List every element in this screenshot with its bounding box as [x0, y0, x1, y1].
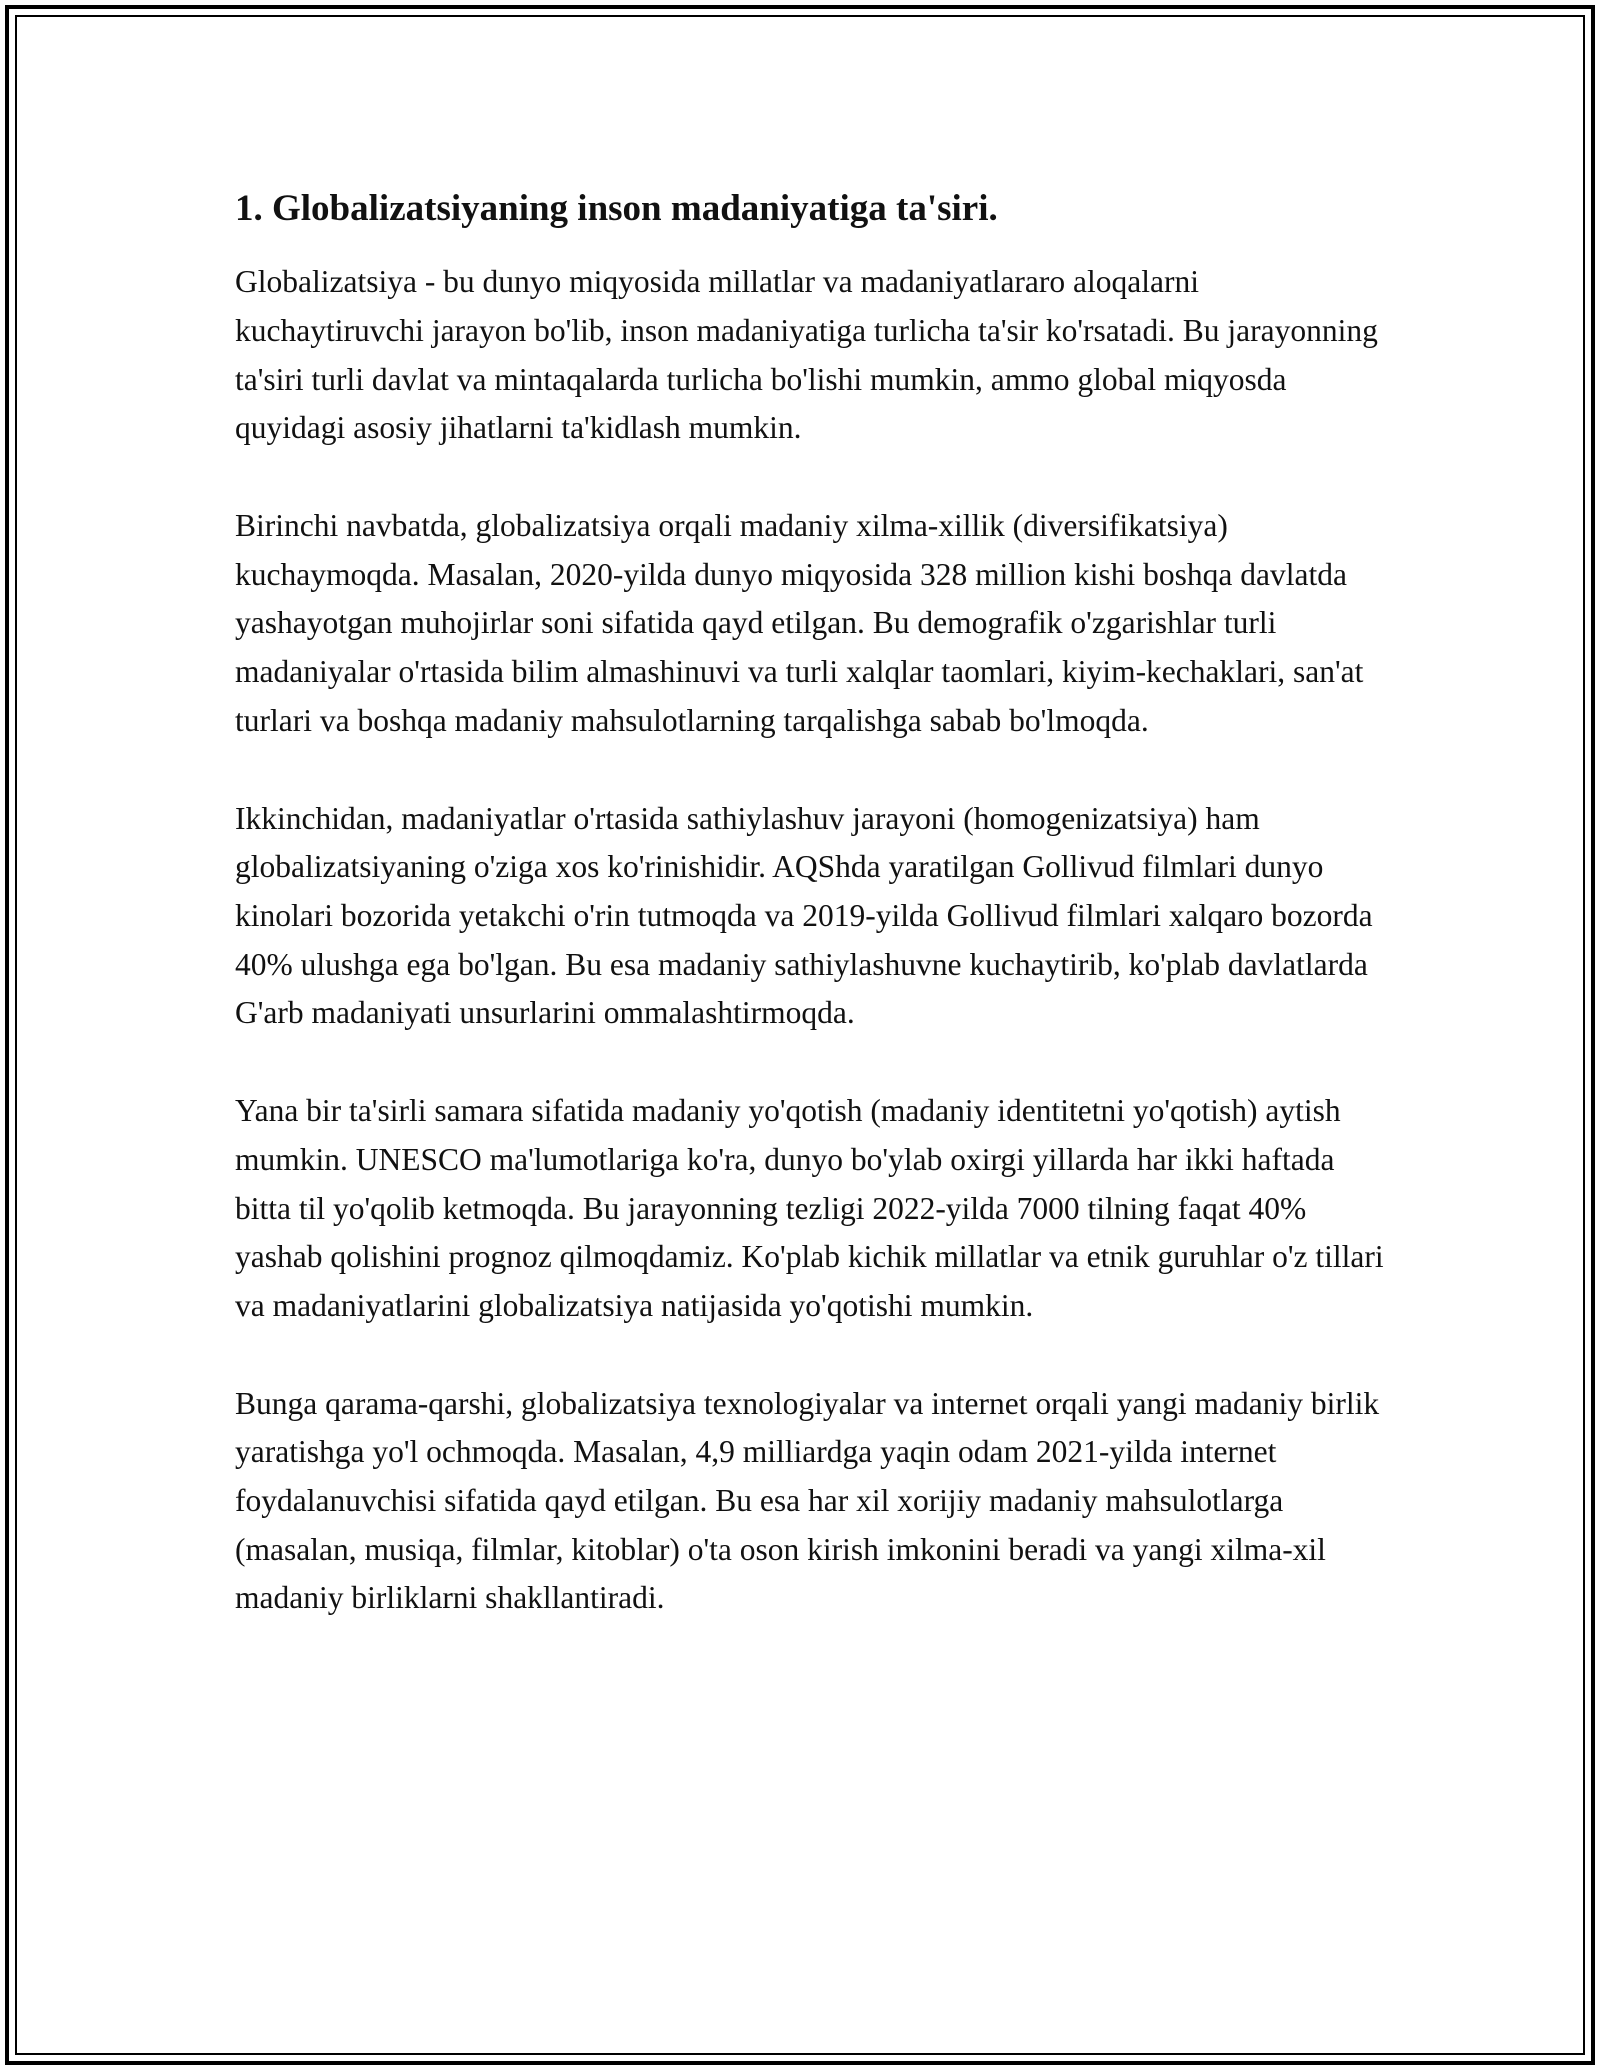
paragraph-diversification: Birinchi navbatda, globalizatsiya orqali madaniy xilma-xillik (diversifikatsiya) kuchaymoqda. Masalan, 2020-yilda dunyo miqyosida 328 million kishi boshqa davlatda yashayotgan muhojirlar soni sifatida qayd etilgan. Bu demografik o'zgarishlar turli madaniyalar o'rtasida bilim almashinuvi va turli xalqlar taomlari, kiyim-kechaklari, san'at turlari va boshqa madaniy mahsulotlarning tarqalishga sabab bo'lmoqda.	[235, 508, 1364, 738]
paragraph-new-unity: Bunga qarama-qarshi, globalizatsiya texnologiyalar va internet orqali yangi madaniy birlik yaratishga yo'l ochmoqda. Masalan, 4,9 milliardga yaqin odam 2021-yilda internet foydalanuvchisi sifatida qayd etilgan. Bu esa har xil xorijiy madaniy mahsulotlarga (masalan, musiqa, filmlar, kitoblar) o'ta oson kirish imkonini beradi va yangi xilma-xil madaniy birliklarni shakllantiradi.	[235, 1385, 1380, 1616]
paragraph-cultural-loss: Yana bir ta'sirli samara sifatida madaniy yo'qotish (madaniy identitetni yo'qotish) aytish mumkin. UNESCO ma'lumotlariga ko'ra, dunyo bo'ylab oxirgi yillarda har ikki haftada bitta til yo'qolib ketmoqda. Bu jarayonning tezligi 2022-yilda 7000 tilning faqat 40% yashab qolishini prognoz qilmoqdamiz. Ko'plab kichik millatlar va etnik guruhlar o'z tillari va madaniyatlarini globalizatsiya natijasida yo'qotishi mumkin.	[235, 1093, 1384, 1323]
paragraph-homogenization: Ikkinchidan, madaniyatlar o'rtasida sathiylashuv jarayoni (homogenizatsiya) ham globalizatsiyaning o'ziga xos ko'rinishidir. AQShda yaratilgan Gollivud filmlari dunyo kinolari bozorida yetakchi o'rin tutmoqda va 2019-yilda Gollivud filmlari xalqaro bozorda 40% ulushga ega bo'lgan. Bu esa madaniy sathiylashuvne kuchaytirib, ko'plab davlatlarda G'arb madaniyati unsurlarini ommalashtirmoqda.	[235, 800, 1373, 1031]
section-heading: 1. Globalizatsiyaning inson madaniyatiga ta'siri.	[235, 188, 998, 229]
paragraph-intro: Globalizatsiya - bu dunyo miqyosida millatlar va madaniyatlararo aloqalarni kuchaytiruvchi jarayon bo'lib, inson madaniyatiga turlicha ta'sir ko'rsatadi. Bu jarayonning ta'siri turli davlat va mintaqalarda turlicha bo'lishi mumkin, ammo global miqyosda quyidagi asosiy jihatlarni ta'kidlash mumkin.	[235, 264, 1378, 446]
document-body	[235, 186, 1385, 1672]
